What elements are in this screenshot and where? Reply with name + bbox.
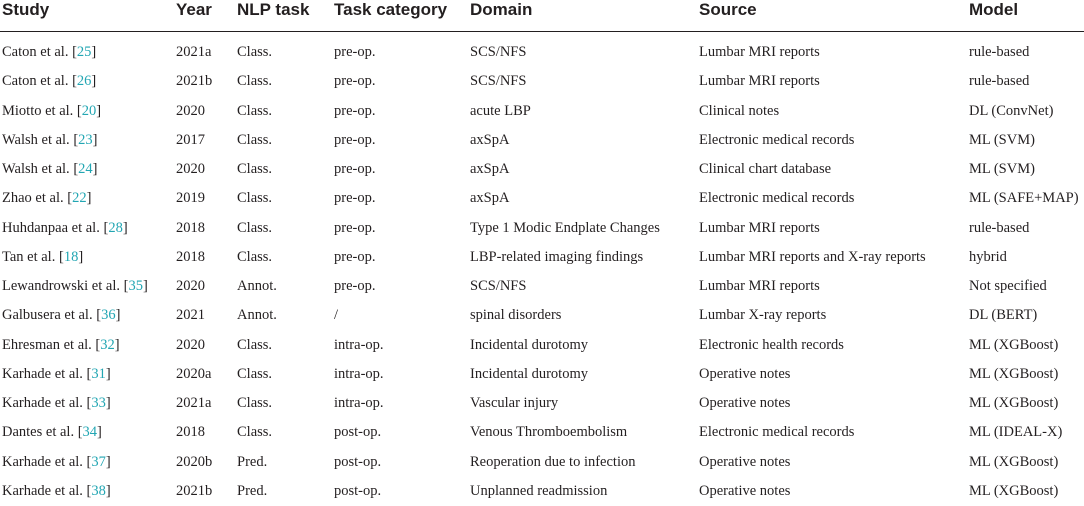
- cell-model: ML (XGBoost): [969, 453, 1059, 470]
- study-author: Karhade et al.: [2, 395, 83, 411]
- study-author: Walsh et al.: [2, 161, 70, 177]
- ref-bracket-close: ]: [114, 336, 120, 353]
- cell-task-category: pre-op.: [334, 219, 376, 236]
- cell-study: [2, 272, 148, 301]
- ref-bracket-open: [: [82, 395, 92, 411]
- cell-model: ML (SVM): [969, 161, 1035, 177]
- ref-bracket-close: ]: [92, 161, 98, 177]
- cell-nlp-task: Pred.: [237, 453, 268, 470]
- cell-model: rule-based: [969, 44, 1030, 60]
- cell-domain: axSpA: [470, 161, 510, 177]
- cell-task-category: pre-op.: [334, 73, 376, 90]
- cell-domain: acute LBP: [470, 102, 531, 119]
- cell-source: Electronic medical records: [699, 190, 855, 207]
- ref-bracket-close: ]: [115, 307, 121, 324]
- study-author: Lewandrowski et al.: [2, 278, 120, 294]
- cell-domain: SCS/NFS: [470, 278, 527, 294]
- cell-model: DL (BERT): [969, 307, 1038, 324]
- table-row: [0, 301, 1084, 330]
- cell-model: ML (XGBoost): [969, 365, 1059, 382]
- study-author: Caton et al.: [2, 73, 69, 90]
- cell-domain: Venous Thromboembolism: [470, 424, 628, 441]
- cell-model: ML (XGBoost): [969, 336, 1059, 353]
- reference-link[interactable]: 25: [76, 44, 92, 60]
- cell-source: Electronic health records: [699, 336, 844, 353]
- table-row: [0, 214, 1084, 243]
- cell-source: Lumbar X-ray reports: [699, 307, 827, 324]
- table-row: [0, 38, 1084, 67]
- cell-year: 2021b: [176, 73, 213, 90]
- cell-task-category: pre-op.: [334, 102, 376, 119]
- cell-domain: Vascular injury: [470, 395, 559, 411]
- cell-task-category: post-op.: [334, 453, 382, 470]
- cell-model: ML (XGBoost): [969, 482, 1059, 499]
- cell-year: 2021: [176, 307, 205, 324]
- header-rule: [0, 31, 1084, 32]
- ref-bracket-open: [: [82, 482, 92, 499]
- study-author: Tan et al.: [2, 248, 56, 265]
- cell-domain: Incidental durotomy: [470, 365, 588, 382]
- reference-link[interactable]: 22: [72, 190, 87, 207]
- ref-bracket-open: [: [63, 190, 73, 207]
- reference-link[interactable]: 28: [108, 219, 123, 236]
- cell-nlp-task: Pred.: [237, 482, 268, 499]
- cell-study: [2, 477, 111, 506]
- cell-task-category: pre-op.: [334, 161, 376, 177]
- reference-link[interactable]: 37: [91, 453, 106, 470]
- reference-link[interactable]: 32: [100, 336, 115, 353]
- study-author: Walsh et al.: [2, 131, 70, 148]
- cell-year: 2020: [176, 161, 205, 177]
- ref-bracket-close: ]: [86, 190, 92, 207]
- ref-bracket-open: [: [55, 248, 64, 265]
- reference-link[interactable]: 35: [128, 278, 143, 294]
- cell-nlp-task: Class.: [237, 248, 273, 265]
- ref-bracket-close: ]: [97, 424, 102, 441]
- cell-nlp-task: Class.: [237, 336, 273, 353]
- cell-model: ML (SVM): [969, 131, 1035, 148]
- cell-study: [2, 126, 98, 155]
- cell-source: Operative notes: [699, 365, 791, 382]
- cell-task-category: post-op.: [334, 424, 382, 441]
- table-row: [0, 418, 1084, 447]
- cell-study: [2, 331, 120, 360]
- cell-source: Operative notes: [699, 453, 791, 470]
- study-author: Karhade et al.: [2, 365, 83, 382]
- cell-model: DL (ConvNet): [969, 102, 1054, 119]
- cell-source: Lumbar MRI reports: [699, 219, 820, 236]
- ref-bracket-close: ]: [78, 248, 84, 265]
- cell-domain: SCS/NFS: [470, 44, 527, 60]
- cell-source: Lumbar MRI reports: [699, 278, 820, 294]
- ref-bracket-open: [: [74, 424, 83, 441]
- cell-nlp-task: Class.: [237, 102, 273, 119]
- cell-model: ML (IDEAL-X): [969, 424, 1063, 441]
- cell-source: Operative notes: [699, 482, 791, 499]
- ref-bracket-close: ]: [91, 73, 97, 90]
- ref-bracket-close: ]: [105, 395, 111, 411]
- study-author: Galbusera et al.: [2, 307, 93, 324]
- table-row: [0, 155, 1084, 184]
- ref-bracket-close: ]: [105, 365, 111, 382]
- cell-nlp-task: Annot.: [237, 307, 277, 324]
- ref-bracket-open: [: [68, 73, 77, 90]
- ref-bracket-close: ]: [91, 44, 97, 60]
- reference-link[interactable]: 38: [91, 482, 106, 499]
- header-domain: Domain: [470, 0, 533, 19]
- table-row: [0, 331, 1084, 360]
- study-author: Huhdanpaa et al.: [2, 219, 100, 236]
- ref-bracket-open: [: [69, 131, 79, 148]
- reference-link[interactable]: 20: [81, 102, 97, 119]
- cell-model: Not specified: [969, 278, 1047, 294]
- table-header: [0, 0, 1084, 22]
- cell-year: 2018: [176, 248, 205, 265]
- study-author: Karhade et al.: [2, 482, 83, 499]
- cell-nlp-task: Class.: [237, 44, 273, 60]
- ref-bracket-open: [: [82, 365, 92, 382]
- cell-domain: Type 1 Modic Endplate Changes: [470, 219, 660, 236]
- cell-domain: Unplanned readmission: [470, 482, 608, 499]
- ref-bracket-close: ]: [142, 278, 148, 294]
- cell-study: [2, 418, 102, 447]
- reference-link[interactable]: 26: [76, 73, 92, 90]
- cell-year: 2020: [176, 102, 205, 119]
- cell-task-category: pre-op.: [334, 131, 376, 148]
- study-author: Ehresman et al.: [2, 336, 92, 353]
- table-row: [0, 67, 1084, 96]
- study-author: Karhade et al.: [2, 453, 83, 470]
- ref-bracket-open: [: [119, 278, 129, 294]
- cell-year: 2017: [176, 131, 205, 148]
- cell-domain: Incidental durotomy: [470, 336, 588, 353]
- cell-model: ML (XGBoost): [969, 395, 1059, 411]
- cell-nlp-task: Class.: [237, 365, 273, 382]
- header-model: Model: [969, 0, 1019, 19]
- cell-study: [2, 214, 128, 243]
- cell-nlp-task: Class.: [237, 395, 273, 411]
- cell-nlp-task: Class.: [237, 161, 273, 177]
- header-source: Source: [699, 0, 757, 19]
- reference-link[interactable]: 33: [91, 395, 106, 411]
- header-nlp-task: NLP task: [237, 0, 310, 19]
- study-author: Miotto et al.: [2, 102, 74, 119]
- cell-source: Operative notes: [699, 395, 791, 411]
- cell-year: 2020: [176, 336, 205, 353]
- cell-nlp-task: Class.: [237, 131, 273, 148]
- cell-task-category: pre-op.: [334, 278, 376, 294]
- cell-year: 2019: [176, 190, 205, 207]
- cell-model: rule-based: [969, 219, 1030, 236]
- cell-domain: spinal disorders: [470, 307, 562, 324]
- ref-bracket-open: [: [92, 307, 102, 324]
- cell-study: [2, 38, 96, 67]
- cell-model: rule-based: [969, 73, 1030, 90]
- reference-link[interactable]: 34: [82, 424, 98, 441]
- table-row: [0, 184, 1084, 213]
- cell-source: Lumbar MRI reports and X-ray reports: [699, 248, 926, 265]
- header-study: Study: [2, 0, 50, 19]
- cell-year: 2021a: [176, 395, 212, 411]
- cell-nlp-task: Annot.: [237, 278, 277, 294]
- header-task-category: Task category: [334, 0, 448, 19]
- ref-bracket-close: ]: [92, 131, 98, 148]
- cell-model: hybrid: [969, 248, 1007, 265]
- ref-bracket-close: ]: [105, 482, 111, 499]
- cell-domain: SCS/NFS: [470, 73, 527, 90]
- cell-study: [2, 243, 83, 272]
- cell-nlp-task: Class.: [237, 219, 273, 236]
- table-row: [0, 243, 1084, 272]
- cell-domain: axSpA: [470, 131, 510, 148]
- cell-task-category: /: [334, 307, 339, 324]
- table-row: [0, 477, 1084, 506]
- cell-source: Lumbar MRI reports: [699, 44, 820, 60]
- cell-study: [2, 97, 101, 126]
- ref-bracket-close: ]: [122, 219, 128, 236]
- reference-link[interactable]: 23: [78, 131, 93, 148]
- cell-study: [2, 389, 111, 418]
- reference-link[interactable]: 18: [63, 248, 79, 265]
- cell-year: 2021b: [176, 482, 213, 499]
- study-author: Dantes et al.: [2, 424, 75, 441]
- ref-bracket-open: [: [68, 44, 77, 60]
- cell-task-category: post-op.: [334, 482, 382, 499]
- ref-bracket-open: [: [91, 336, 101, 353]
- cell-year: 2020b: [176, 453, 213, 470]
- study-author: Caton et al.: [2, 44, 69, 60]
- cell-study: [2, 184, 91, 213]
- cell-year: 2018: [176, 424, 205, 441]
- cell-study: [2, 360, 111, 389]
- cell-year: 2020a: [176, 365, 212, 382]
- ref-bracket-open: [: [99, 219, 109, 236]
- cell-domain: LBP-related imaging findings: [470, 248, 644, 265]
- cell-source: Electronic medical records: [699, 424, 855, 441]
- cell-model: ML (SAFE+MAP): [969, 190, 1079, 207]
- ref-bracket-open: [: [73, 102, 82, 119]
- cell-source: Clinical chart database: [699, 161, 832, 177]
- cell-domain: axSpA: [470, 190, 510, 207]
- table-row: [0, 448, 1084, 477]
- ref-bracket-close: ]: [96, 102, 102, 119]
- cell-source: Clinical notes: [699, 102, 780, 119]
- cell-source: Lumbar MRI reports: [699, 73, 820, 90]
- header-year: Year: [176, 0, 212, 19]
- table-row: [0, 126, 1084, 155]
- table-row: [0, 97, 1084, 126]
- ref-bracket-open: [: [82, 453, 92, 470]
- reference-link[interactable]: 24: [78, 161, 93, 177]
- cell-task-category: pre-op.: [334, 44, 376, 60]
- cell-task-category: intra-op.: [334, 336, 384, 353]
- study-author: Zhao et al.: [2, 190, 64, 207]
- cell-nlp-task: Class.: [237, 424, 273, 441]
- cell-source: Electronic medical records: [699, 131, 855, 148]
- cell-study: [2, 67, 96, 96]
- cell-domain: Reoperation due to infection: [470, 453, 636, 470]
- cell-task-category: pre-op.: [334, 248, 376, 265]
- reference-link[interactable]: 31: [91, 365, 106, 382]
- cell-study: [2, 448, 111, 477]
- ref-bracket-open: [: [69, 161, 79, 177]
- reference-link[interactable]: 36: [101, 307, 116, 324]
- cell-task-category: intra-op.: [334, 395, 384, 411]
- cell-nlp-task: Class.: [237, 73, 273, 90]
- table-row: [0, 360, 1084, 389]
- table-row: [0, 272, 1084, 301]
- cell-year: 2021a: [176, 44, 212, 60]
- cell-task-category: intra-op.: [334, 365, 384, 382]
- ref-bracket-close: ]: [105, 453, 111, 470]
- cell-study: [2, 155, 98, 184]
- cell-study: [2, 301, 120, 330]
- table-row: [0, 389, 1084, 418]
- cell-year: 2018: [176, 219, 205, 236]
- cell-task-category: pre-op.: [334, 190, 376, 207]
- cell-year: 2020: [176, 278, 205, 294]
- cell-nlp-task: Class.: [237, 190, 273, 207]
